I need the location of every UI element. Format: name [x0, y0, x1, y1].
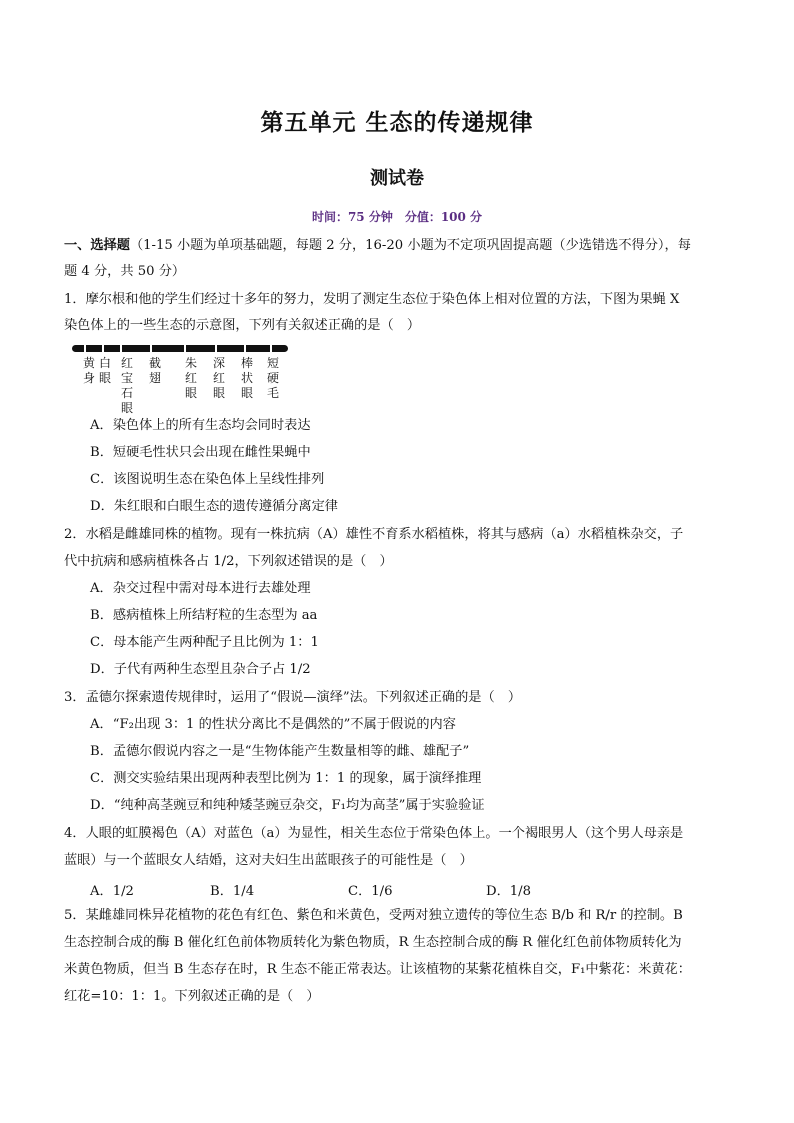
page-title: 第五单元 生态的传递规律: [260, 110, 534, 136]
q4-option-b: B．1/4: [210, 884, 255, 899]
gene-locus-mark: [244, 343, 246, 354]
gene-locus-mark: [120, 343, 122, 354]
q2-option-a: A．杂交过程中需对母本进行去雄处理: [90, 581, 311, 596]
q4-option-a: A．1/2: [90, 884, 134, 899]
q3-option-a: A．“F₂出现 3：1 的性状分离比不是偶然的”不属于假说的内容: [90, 717, 456, 732]
q5-line-4: 红花=10：1：1。下列叙述正确的是（ ）: [64, 989, 320, 1004]
q3-line-1: 3．孟德尔探索遗传规律时，运用了“假说—演绎”法。下列叙述正确的是（ ）: [64, 690, 522, 705]
q5-line-2: 生态控制合成的酶 B 催化红色前体物质转化为紫色物质，R 生态控制合成的酶 R 催化红色前体物质转化为: [64, 935, 682, 950]
gene-locus-mark: [270, 343, 272, 354]
q3-option-c: C．测交实验结果出现两种表型比例为 1：1 的现象，属于演绎推理: [90, 771, 482, 786]
gene-label: 截 翅: [148, 356, 161, 385]
gene-locus-mark: [184, 343, 186, 354]
q2-line-2: 代中抗病和感病植株各占 1/2，下列叙述错误的是（ ）: [64, 554, 393, 569]
q3-option-b: B．孟德尔假说内容之一是“生物体能产生数量相等的雌、雄配子”: [90, 744, 470, 759]
section-desc-2: 题 4 分，共 50 分）: [64, 264, 186, 279]
gene-label: 红 宝 石 眼: [120, 356, 133, 415]
q3-option-d: D．“纯种高茎豌豆和纯种矮茎豌豆杂交，F₁均为高茎”属于实验验证: [90, 798, 485, 813]
q1-option-b: B．短硬毛性状只会出现在雌性果蝇中: [90, 445, 311, 460]
q5-line-1: 5．某雌雄同株异花植物的花色有红色、紫色和米黄色，受两对独立遗传的等位生态 B/b 和 R/r 的控制。B: [64, 908, 683, 923]
exam-meta: 时间：75 分钟 分值：100 分: [311, 210, 483, 224]
q2-option-d: D．子代有两种生态型且杂合子占 1/2: [90, 662, 311, 677]
q2-line-1: 2．水稻是雌雄同株的植物。现有一株抗病（A）雄性不育系水稻植株，将其与感病（a）水稻植株杂交，子: [64, 527, 684, 542]
q4-line-1: 4．人眼的虹膜褐色（A）对蓝色（a）为显性，相关生态位于常染色体上。一个褐眼男人（这个男人母亲是: [64, 826, 684, 841]
q1-option-d: D．朱红眼和白眼生态的遗传遵循分离定律: [90, 499, 338, 514]
section-heading-line: [64, 236, 734, 256]
gene-label: 棒 状 眼: [240, 356, 253, 400]
q2-option-b: B．感病植株上所结籽粒的生态型为 aa: [90, 608, 318, 623]
q1-line-2: 染色体上的一些生态的示意图，下列有关叙述正确的是（ ）: [64, 318, 421, 333]
q1-line-1: 1．摩尔根和他的学生们经过十多年的努力，发明了测定生态位于染色体上相对位置的方法，下图为果蝇 X: [64, 292, 680, 307]
gene-label: 短 硬 毛: [266, 356, 279, 400]
q4-option-d: D．1/8: [486, 884, 531, 899]
gene-locus-mark: [84, 343, 86, 354]
gene-locus-mark: [215, 343, 217, 354]
q1-option-a: A．染色体上的所有生态均会同时表达: [90, 418, 311, 433]
gene-label: 深 红 眼: [212, 356, 225, 400]
q4-option-c: C．1/6: [348, 884, 393, 899]
gene-label: 朱 红 眼: [184, 356, 197, 400]
chromosome-bar: [72, 345, 288, 352]
section-desc-1: （1-15 小题为单项基础题，每题 2 分，16-20 小题为不定项巩固提高题（少选错选不得分），每: [129, 238, 691, 253]
q5-line-3: 米黄色物质，但当 B 生态存在时，R 生态不能正常表达。让该植物的某紫花植株自交，F₁中紫花：米黄花：: [64, 962, 691, 977]
gene-locus-mark: [150, 343, 152, 354]
q1-option-c: C．该图说明生态在染色体上呈线性排列: [90, 472, 325, 487]
x-chromosome-figure: [72, 343, 288, 353]
q2-option-c: C．母本能产生两种配子且比例为 1：1: [90, 635, 319, 650]
q4-line-2: 蓝眼）与一个蓝眼女人结婚，这对夫妇生出蓝眼孩子的可能性是（ ）: [64, 853, 473, 868]
section-heading: 一、选择题: [64, 238, 130, 253]
page-subtitle: 测试卷: [370, 168, 424, 189]
gene-label: 白 眼: [98, 356, 111, 385]
gene-locus-mark: [102, 343, 104, 354]
gene-label: 黄 身: [82, 356, 95, 385]
